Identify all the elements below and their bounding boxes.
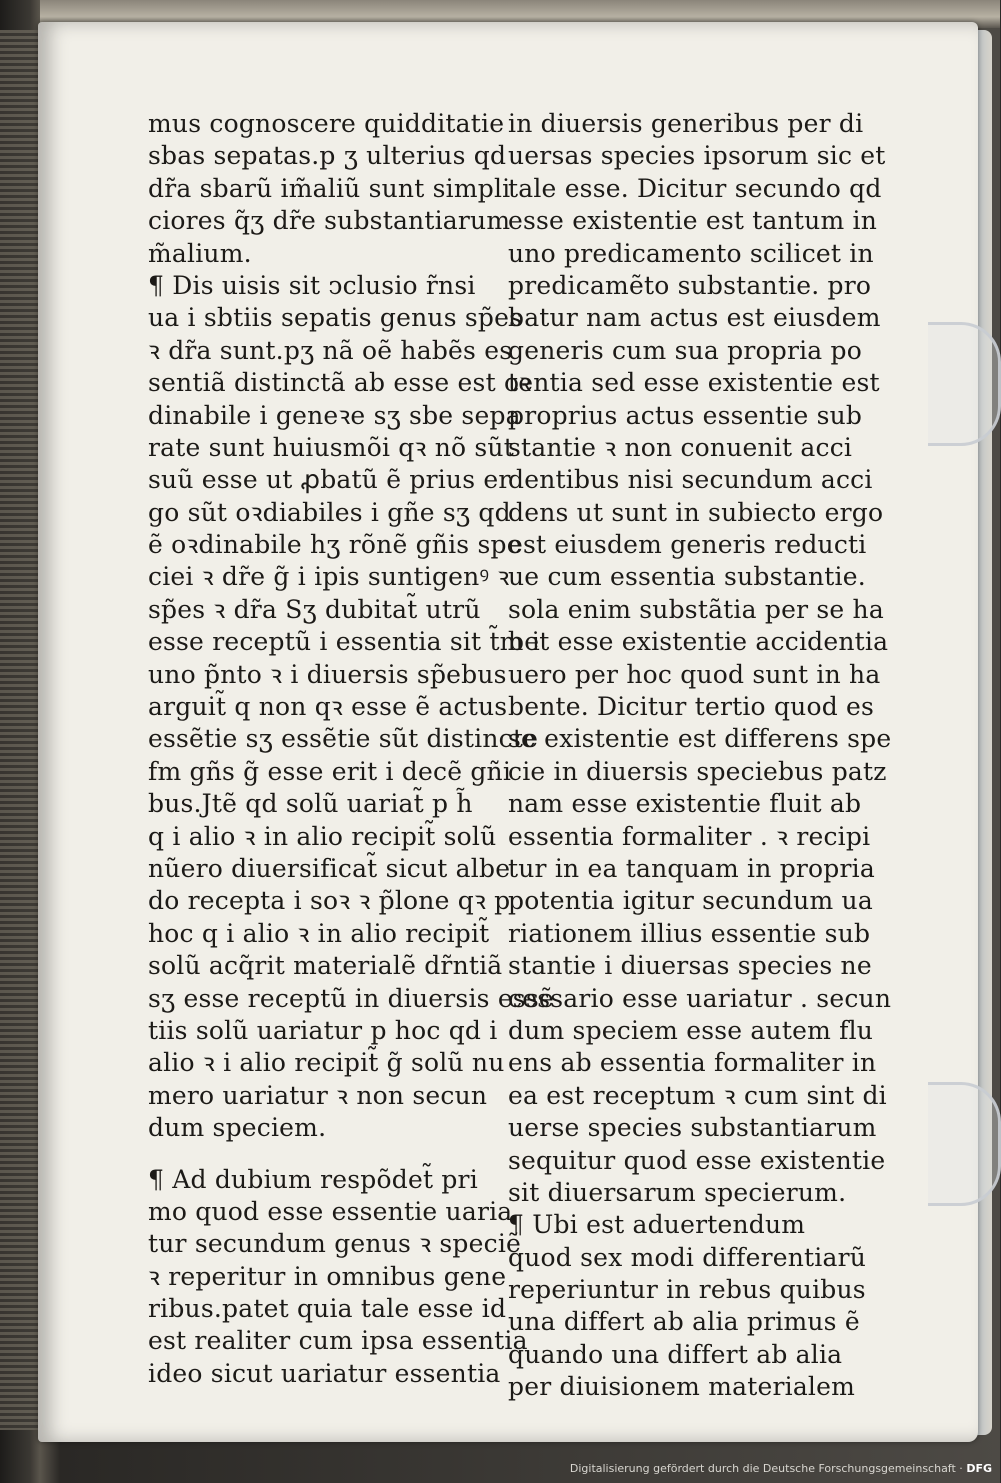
- page-clip-top: [928, 322, 1001, 446]
- text-line: riationem illius essentie sub: [508, 918, 871, 948]
- text-line: batur nam actus est eiusdem: [508, 303, 881, 333]
- text-line: q i alio ꝛ in alio recipit̃ solũ: [148, 821, 497, 851]
- text-line: dr̃a sbarũ im̃aliũ sunt simpli: [148, 173, 511, 203]
- text-line: sola enim substãtia per se ha: [508, 594, 884, 624]
- text-line: sʒ esse receptũ in diuersis essẽ: [148, 983, 554, 1013]
- text-line: ¶ Ad dubium respõdet̃ pri: [148, 1164, 478, 1194]
- text-line: uno p̃nto ꝛ i diuersis sp̃ebus: [148, 659, 507, 689]
- text-line: arguit̃ q non qꝛ esse ẽ actus: [148, 692, 508, 722]
- text-line: cie in diuersis speciebus patz: [508, 756, 887, 786]
- text-line: sbas sepatas.p ʒ ulterius qd: [148, 141, 507, 171]
- text-line: nam esse existentie fluit ab: [508, 789, 862, 819]
- text-line: quod sex modi differentiarũ: [508, 1242, 867, 1272]
- dfg-logo: DFG: [966, 1462, 992, 1475]
- text-line: generis cum sua propria po: [508, 335, 863, 365]
- text-line: essentia formaliter . ꝛ recipi: [508, 821, 871, 851]
- book-spine-edge: [0, 30, 42, 1430]
- text-line: fm gñs g̃ esse erit i decẽ gñi: [148, 756, 512, 786]
- text-line: ¶ Dis uisis sit ↄclusio r̃nsi: [148, 270, 476, 300]
- text-line: mo quod esse essentie uaria: [148, 1196, 513, 1226]
- text-line: reperiuntur in rebus quibus: [508, 1275, 866, 1305]
- text-line: sit diuersarum specierum.: [508, 1177, 847, 1207]
- text-line: do recepta i soꝛ ꝛ p̃lone qꝛ p: [148, 886, 511, 916]
- text-line: suũ esse ut ꝓbatũ ẽ prius er: [148, 465, 511, 495]
- text-line: ciores q̃ʒ dr̃e substantiarum: [148, 206, 511, 236]
- text-line: ẽ oꝛdinabile hʒ rõnẽ gñis spe: [148, 530, 522, 560]
- text-line: predicamẽto substantie. pro: [508, 270, 872, 300]
- text-line: potentia igitur secundum ua: [508, 886, 873, 916]
- text-line: tiis solũ uariatur p hoc qd i: [148, 1015, 498, 1045]
- text-line: cessario esse uariatur . secun: [508, 983, 892, 1013]
- text-line: esse receptũ i essentia sit t̃m i: [148, 627, 540, 657]
- text-line: bente. Dicitur tertio quod es: [508, 692, 875, 722]
- text-line: solũ acq̃rit materialẽ dr̃ntiã: [148, 951, 503, 981]
- text-line: mero uariatur ꝛ non secun: [148, 1080, 488, 1110]
- text-line: hoc q i alio ꝛ in alio recipit̃: [148, 918, 490, 948]
- text-line: in diuersis generibus per di: [508, 109, 864, 138]
- text-line: dentibus nisi secundum acci: [508, 465, 873, 495]
- text-line: esse existentie est tantum in: [508, 206, 878, 236]
- text-line: ꝛ dr̃a sunt.pʒ nã oẽ habẽs es: [148, 335, 513, 365]
- text-line: tale esse. Dicitur secundo qd: [508, 173, 882, 203]
- text-line: rate sunt huiusmõi qꝛ nõ sũt: [148, 432, 514, 462]
- text-line: alio ꝛ i alio recipit̃ g̃ solũ nu: [148, 1048, 505, 1078]
- text-line: ¶ Ubi est aduertendum: [508, 1210, 806, 1240]
- text-line: uersas species ipsorum sic et: [508, 141, 886, 171]
- text-line: uerse species substantiarum: [508, 1113, 877, 1143]
- text-line: ideo sicut uariatur essentia: [148, 1358, 501, 1388]
- text-line: ea est receptum ꝛ cum sint di: [508, 1080, 887, 1110]
- text-line: ꝛ reperitur in omnibus gene: [148, 1261, 507, 1291]
- text-line: m̃alium.: [148, 238, 252, 268]
- text-line: proprius actus essentie sub: [508, 400, 863, 430]
- text-line: sp̃es ꝛ dr̃a Sʒ dubitat̃ utrũ: [148, 594, 481, 624]
- left-text-column: [148, 108, 554, 1390]
- text-line: stantie i diuersas species ne: [508, 951, 872, 981]
- text-line: tentia sed esse existentie est: [508, 368, 880, 398]
- text-line: ribus.patet quia tale esse id: [148, 1294, 507, 1324]
- page-clip-bottom: [928, 1082, 1001, 1206]
- text-line: uero per hoc quod sunt in ha: [508, 659, 881, 689]
- text-line: est eiusdem generis reducti: [508, 530, 867, 560]
- text-line: uno predicamento scilicet in: [508, 238, 874, 268]
- text-line: est realiter cum ipsa essentia: [148, 1326, 528, 1356]
- text-line: ue cum essentia substantie.: [508, 562, 866, 592]
- text-line: una differt ab alia primus ẽ: [508, 1307, 860, 1337]
- text-line: essẽtie sʒ essẽtie sũt distincte: [148, 724, 539, 754]
- digitization-credit: Digitalisierung gefördert durch die Deutsche Forschungsgemeinschaft · DFG: [569, 1462, 992, 1475]
- text-line: [148, 1145, 498, 1164]
- text-line: se existentie est differens spe: [508, 724, 892, 754]
- text-line: per diuisionem materialem: [508, 1372, 856, 1402]
- text-line: tur in ea tanquam in propria: [508, 853, 875, 883]
- text-line: ua i sbtiis sepatis genus sp̃es: [148, 303, 523, 333]
- text-line: dum speciem.: [148, 1113, 327, 1143]
- text-line: dinabile i geneꝛe sʒ sbe sepa: [148, 400, 521, 430]
- text-line: nũero diuersificat̃ sicut albe: [148, 853, 511, 883]
- text-line: sentiã distinctã ab esse est oꝛ: [148, 368, 532, 398]
- text-line: tur secundum genus ꝛ speciẽ: [148, 1229, 522, 1259]
- right-text-column: [508, 108, 892, 1404]
- text-line: ciei ꝛ dr̃e g̃ i ipis suntigenꝰ ꝛ: [148, 562, 510, 592]
- text-line: dum speciem esse autem flu: [508, 1015, 874, 1045]
- text-line: quando una differt ab alia: [508, 1339, 843, 1369]
- text-line: ens ab essentia formaliter in: [508, 1048, 877, 1078]
- credit-text: Digitalisierung gefördert durch die Deutsche Forschungsgemeinschaft: [569, 1462, 956, 1475]
- text-line: mus cognoscere quidditatie: [148, 109, 505, 138]
- text-line: dens ut sunt in subiecto ergo: [508, 497, 884, 527]
- text-line: sequitur quod esse existentie: [508, 1145, 886, 1175]
- text-line: bet esse existentie accidentia: [508, 627, 889, 657]
- text-line: bus.Jtẽ qd solũ uariat̃ p h̃: [148, 789, 473, 819]
- text-line: stantie ꝛ non conuenit acci: [508, 432, 853, 462]
- text-line: go sũt oꝛdiabiles i gñe sʒ qd: [148, 497, 511, 527]
